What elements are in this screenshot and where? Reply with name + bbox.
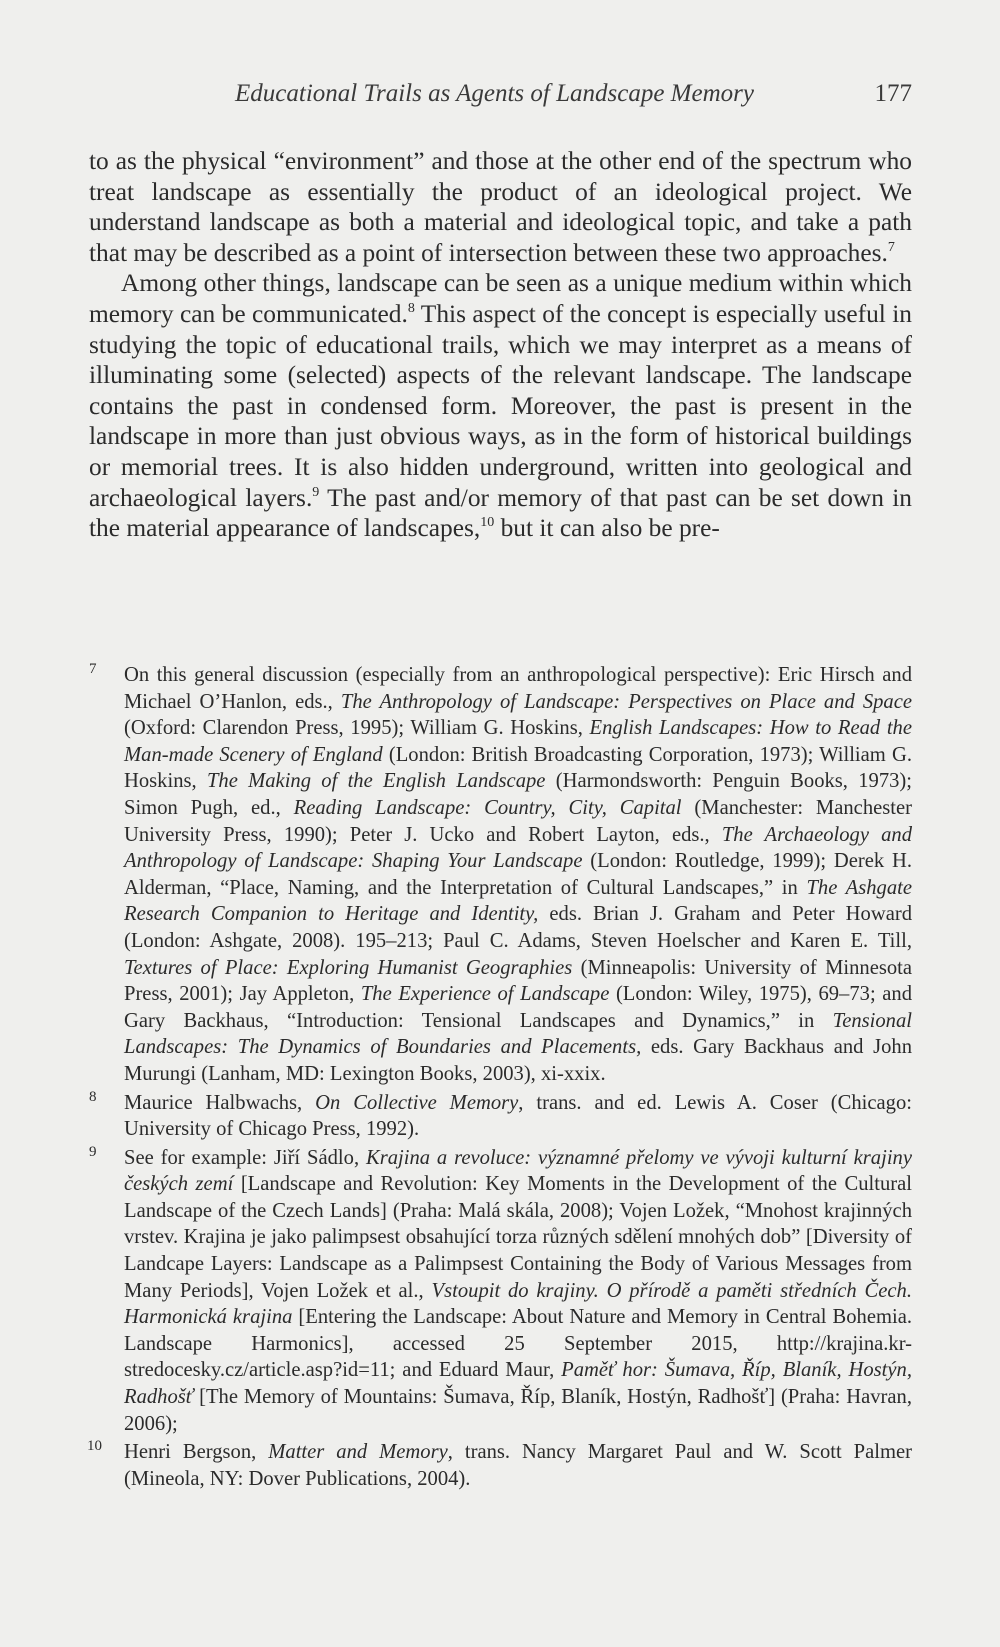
footnote-number: 8 <box>89 1088 97 1105</box>
footnote-text: eds. Brian J. Graham and Peter Howard (London: Ashgate, 2008). 195–213; Paul C. Adams, Steven Hoelscher and Karen E. Till, <box>124 903 912 952</box>
paragraph-1: to as the physical “environment” and those at the other end of the spectrum who treat landscape as essentially the product of an ideological project. We understand landscape as both a material and ideological topic, and take a path that may be described as a point of intersection between these two approaches.$^7$ <box>89 147 912 267</box>
footnote-8 <box>89 1090 912 1143</box>
footnote-7 <box>89 662 912 1088</box>
footnote-number: 7 <box>89 661 97 677</box>
footnote-text: , trans. Nancy Margaret Paul and W. Scott Palmer (Mineola, NY: Dover Publications, 2004). <box>124 1441 912 1490</box>
footnote-text: (London: British Broadcasting Corporation, 1973); William G. Hoskins, <box>124 743 912 793</box>
footnote-title: Paměť hor: Šumava, Říp, Blaník, Hostýn, Radhošť <box>124 1359 912 1409</box>
footnote-text: Henri Bergson, <box>124 1441 269 1464</box>
footnote-number: 10 <box>87 1438 102 1455</box>
running-title: Educational Trails as Agents of Landscape Memory <box>235 80 754 107</box>
footnote-text: See for example: Jiří Sádlo, <box>124 1146 366 1169</box>
footnote-title: The Making of the English Landscape <box>206 770 546 793</box>
footnote-title: Reading Landscape: Country, City, Capital <box>293 796 682 819</box>
footnote-title: The Anthropology of Landscape: Perspectives on Place and Space <box>340 690 913 713</box>
footnote-text: (London: Wiley, 1975), 69–73; and Gary Backhaus, “Introduction: Tensional Landscapes and Dynamics,” in <box>124 983 912 1032</box>
footnote-title: Matter and Memory <box>268 1441 448 1464</box>
footnote-title: On Collective Memory <box>315 1091 519 1114</box>
page-number: 177 <box>874 80 912 107</box>
footnote-text: [Entering the Landscape: About Nature and Memory in Central Bohemia. Landscape Harmonics], accessed 25 September 2015, http://krajina.kr-stredocesky.cz/article.asp?id=11; and Eduard Maur, <box>124 1306 912 1382</box>
footnote-title: Vstoupit do krajiny. O přírodě a paměti středních Čech. Harmonická krajina <box>124 1279 913 1329</box>
footnote-title: Krajina a revoluce: významné přelomy ve vývoji kulturní krajiny českých zemí <box>124 1146 912 1196</box>
footnote-title: Textures of Place: Exploring Humanist Geographies <box>124 956 573 979</box>
footnote-9 <box>89 1145 912 1438</box>
footnote-title: English Landscapes: How to Read the Man-made Scenery of England <box>124 717 912 766</box>
paragraph-2: Among other things, landscape can be seen as a unique medium within which memory can be communicated.$^8$ This aspect of the concept is especially useful in studying the topic of educational trails, which we may interpret as a means of illuminating some (selected) aspects of the relevant landscape. The landscape contains the past in condensed form. Moreover, the past is present in the landscape in more than just obvious ways, as in the form of historical buildings or memorial trees. It is also hidden underground, written into geological and archaeological layers.$^9$ The past and/or memory of that past can be set down in the material appearance of landscapes,$^{10}$ but it can also be pre- <box>89 269 912 543</box>
footnote-10 <box>89 1439 912 1492</box>
footnote-text: (London: Routledge, 1999); Derek H. Alderman, “Place, Naming, and the Interpretation of Cultural Landscapes,” in <box>124 850 912 899</box>
footnote-ref-7[interactable]: 7 <box>887 239 895 255</box>
footnote-text: Maurice Halbwachs, <box>124 1091 316 1114</box>
footnote-ref-10[interactable]: 10 <box>480 515 495 531</box>
footnote-title: The Archaeology and Anthropology of Landscape: Shaping Your Landscape <box>124 823 912 873</box>
footnote-text: , trans. and ed. Lewis A. Coser (Chicago: University of Chicago Press, 1992). <box>124 1091 912 1141</box>
footnote-text: On this general discussion (especially from an anthropological perspective): Eric Hirsch and Michael O’Hanlon, eds., <box>124 664 912 713</box>
footnote-text: (Oxford: Clarendon Press, 1995); William G. Hoskins, <box>124 717 590 740</box>
page-header <box>0 80 1000 120</box>
footnote-number: 9 <box>89 1143 97 1160</box>
footnotes <box>89 662 912 1494</box>
footnote-text: (Minneapolis: University of Minnesota Press, 2001); Jay Appleton, <box>124 956 913 1006</box>
footnote-text: eds. Gary Backhaus and John Murungi (Lanham, MD: Lexington Books, 2003), xi-xxix. <box>124 1036 912 1085</box>
footnote-title: The Ashgate Research Companion to Heritage and Identity, <box>124 876 912 926</box>
footnote-title: The Experience of Landscape <box>360 983 610 1006</box>
body-text <box>89 146 912 544</box>
footnote-title: Tensional Landscapes: The Dynamics of Boundaries and Placements, <box>124 1009 912 1059</box>
footnote-ref-8[interactable]: 8 <box>407 300 415 316</box>
footnote-ref-9[interactable]: 9 <box>312 484 320 500</box>
footnote-text: [The Memory of Mountains: Šumava, Říp, Blaník, Hostýn, Radhošť] (Praha: Havran, 2006); <box>124 1386 912 1435</box>
footnote-text: (Manchester: Manchester University Press, 1990); Peter J. Ucko and Robert Layton, eds., <box>124 796 912 846</box>
footnote-text: [Landscape and Revolution: Key Moments in the Development of the Cultural Landscape of the Czech Lands] (Praha: Malá skála, 2008); Vojen Ložek, “Mnohost krajinných vrstev. Krajina je jako palimpsest obsahující torza různých sdělení mnohých dob” [Diversity of Landcape Layers: Landscape as a Palimpsest Containing the Body of Various Messages from Many Periods], Vojen Ložek et al., <box>124 1173 912 1302</box>
footnote-text: (Harmondsworth: Penguin Books, 1973); Simon Pugh, ed., <box>124 770 912 819</box>
